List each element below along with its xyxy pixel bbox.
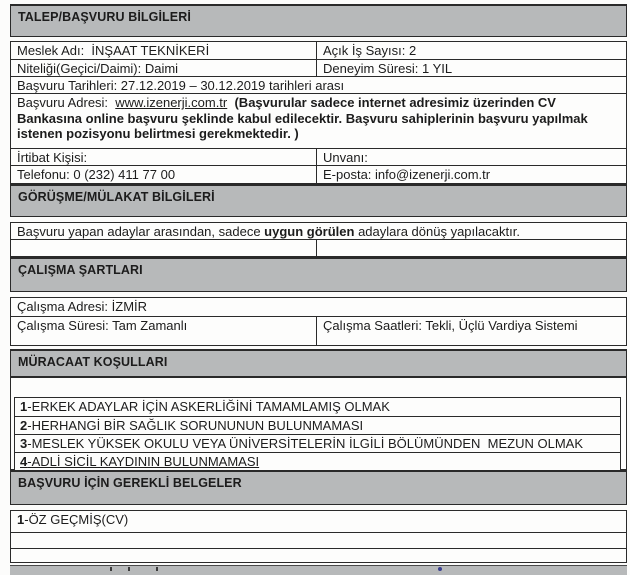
table-row: [11, 42, 626, 59]
field-calisma-saatleri: Çalışma Saatleri: Tekli, Üçlü Vardiya Sistemi: [323, 318, 578, 333]
item-number: 1: [17, 512, 25, 527]
field-eposta: E-posta: info@izenerji.com.tr: [323, 167, 491, 182]
section-header-gerekli-belgeler: [10, 470, 627, 505]
item-text: -ERKEK ADAYLAR İÇİN ASKERLİĞİNİ TAMAMLAMIŞ OLMAK: [27, 399, 390, 414]
table-row: [11, 165, 626, 183]
section-header-talep-basvuru: [10, 4, 627, 37]
item-text: -HERHANGİ BİR SAĞLIK SORUNUNUN BULUNMAMASI: [27, 418, 364, 433]
table-row: [11, 316, 626, 345]
item-number: 3: [20, 436, 28, 451]
table-row: [11, 298, 626, 316]
item-number: 2: [20, 418, 28, 433]
note-bold: uygun görülen: [264, 224, 355, 239]
section-header-muracaat-kosullari: [10, 349, 627, 377]
field-calisma-suresi: Çalışma Süresi: Tam Zamanlı: [11, 317, 317, 345]
muracaat-conditions-list: [14, 397, 621, 471]
note-prefix: Başvuru yapan adaylar arasından, sadece: [17, 224, 265, 239]
empty-cell: [317, 240, 626, 256]
field-irtibat-kisisi: İrtibat Kişisi:: [11, 149, 317, 165]
section-title: MÜRACAAT KOŞULLARI: [18, 355, 168, 369]
field-acik-is-sayisi: Açık İş Sayısı: 2: [323, 43, 417, 58]
field-basvuru-adresi: [11, 94, 626, 148]
table-row: [11, 76, 626, 93]
table-row: [11, 59, 626, 76]
condition-item: [15, 416, 620, 434]
table-row: [11, 223, 626, 239]
field-niteligi: Niteliği(Geçici/Daimi): Daimi: [11, 60, 317, 76]
application-url-link: www.izenerji.com.tr: [115, 95, 228, 110]
note-suffix: adaylara dönüş yapılacaktır.: [354, 224, 520, 239]
calisma-table: [10, 297, 627, 346]
item-text: -MESLEK YÜKSEK OKULU VEYA ÜNİVERSİTELERİN İLGİLİ BÖLÜMÜNDEN MEZUN OLMAK: [27, 436, 584, 451]
section-header-gorusme-mulakat: [10, 184, 627, 217]
field-telefonu: Telefonu: 0 (232) 411 77 00: [11, 166, 317, 183]
condition-item: [15, 398, 620, 416]
section-header-calisma-sartlari: [10, 257, 627, 292]
cutoff-text-fragment: [128, 567, 130, 571]
field-deneyim-suresi: Deneyim Süresi: 1 YIL: [323, 61, 453, 76]
condition-item: [15, 452, 620, 470]
muracaat-conditions-box: [10, 377, 627, 470]
condition-item: [15, 434, 620, 452]
field-meslek-adi: Meslek Adı: İNŞAAT TEKNİKERİ: [11, 42, 317, 59]
field-basvuru-tarihleri: Başvuru Tarihleri: 27.12.2019 – 30.12.2019 tarihleri arası: [17, 78, 345, 93]
section-title: BAŞVURU İÇİN GEREKLİ BELGELER: [18, 476, 242, 490]
gorusme-table: [10, 222, 627, 257]
table-row-empty: [11, 532, 626, 548]
field-unvani: Unvanı:: [323, 150, 368, 165]
cutoff-text-fragment: [110, 567, 112, 571]
item-text: -ADLİ SİCİL KAYDININ BULUNMAMASI: [27, 454, 260, 469]
gorusme-note: [11, 223, 626, 239]
item-text: -ÖZ GEÇMİŞ(CV): [24, 512, 129, 527]
cutoff-logo-fragment: [438, 567, 442, 571]
empty-cell: [11, 240, 317, 256]
item-number: 1: [20, 399, 28, 414]
item-number: 4: [20, 454, 28, 469]
section-title: TALEP/BAŞVURU BİLGİLERİ: [18, 10, 191, 24]
table-row: [11, 148, 626, 165]
belgeler-table: [10, 510, 627, 563]
basvuru-adresi-note: (Başvurular sadece internet adresimiz üzerinden CV Bankasına online başvuru şeklinde kabul edilecektir. Başvuru sahiplerinin başvuru yapılmak istenen pozisyonu belirtmesi gerekmektedir. ): [17, 95, 592, 141]
table-row-empty: [11, 548, 626, 562]
basvuru-adresi-label: Başvuru Adresi:: [17, 95, 116, 110]
empty-cell: [11, 533, 626, 548]
document-item: [11, 511, 626, 532]
empty-cell: [11, 549, 626, 562]
cutoff-text-fragment: [156, 567, 158, 571]
cutoff-section-bar: [10, 565, 627, 575]
field-calisma-adresi: Çalışma Adresi: İZMİR: [17, 299, 148, 314]
section-title: ÇALIŞMA ŞARTLARI: [18, 263, 143, 277]
table-row: [11, 511, 626, 532]
talep-info-table: [10, 41, 627, 184]
table-row: [11, 93, 626, 148]
section-title: GÖRÜŞME/MÜLAKAT BİLGİLERİ: [18, 190, 215, 204]
table-row-empty: [11, 239, 626, 256]
